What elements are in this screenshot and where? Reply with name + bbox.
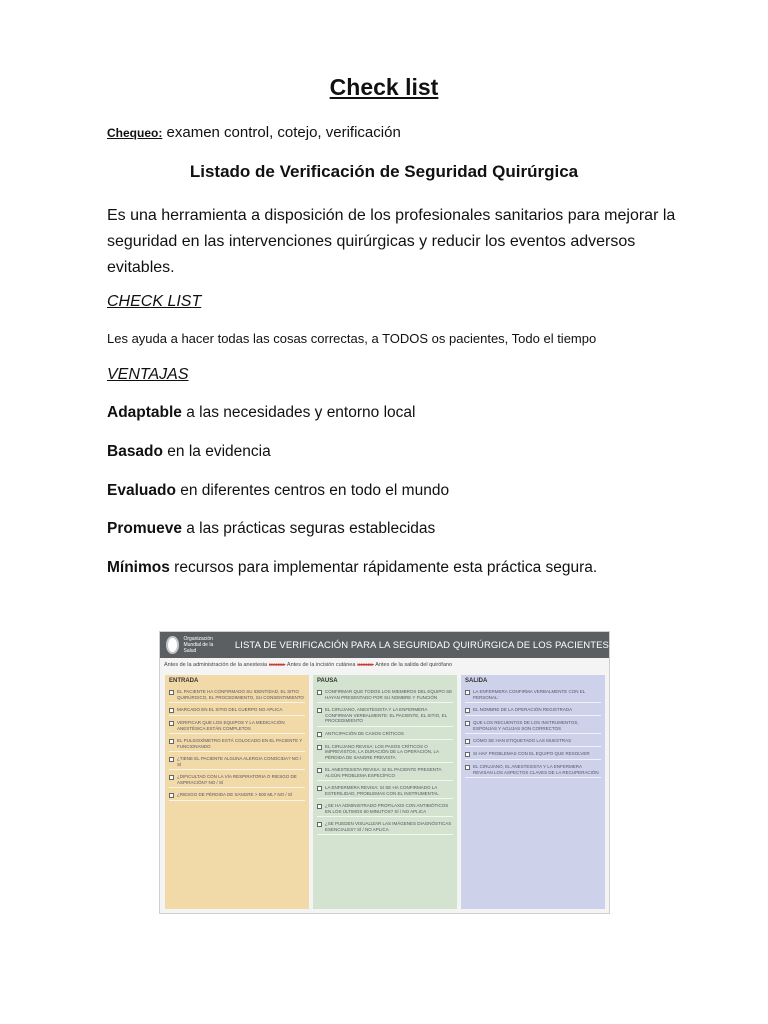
checklist-columns (165, 675, 605, 909)
ventaja-bold: Mínimos (107, 559, 170, 576)
ventaja-bold: Evaluado (107, 482, 176, 499)
checklist-item (465, 764, 601, 778)
checklist-item (465, 707, 601, 716)
checklist-item (317, 744, 453, 764)
checklist-item (317, 803, 453, 817)
checklist-item-text: QUE LOS RECUENTOS DE LOS INSTRUMENTOS, ESPONJAS Y AGUJAS SON CORRECTOS (473, 720, 579, 731)
checklist-item-text: ¿DIFICULTAD CON LA VÍA RESPIRATORIA O RIESGO DE ASPIRACIÓN? NO / SÍ (177, 774, 297, 785)
intro-paragraph: Es una herramienta a disposición de los profesionales sanitarios para mejorar la seguridad en las intervenciones quirúrgicas y reducir los eventos adversos evitables. (107, 207, 676, 276)
checkbox-icon (465, 690, 470, 695)
checklist-item (317, 707, 453, 727)
checklist-item (169, 689, 305, 703)
checkbox-icon (317, 786, 322, 791)
checkbox-icon (169, 775, 174, 780)
page-title: Check list (329, 74, 439, 100)
checkbox-icon (169, 690, 174, 695)
checklist-item-text: ¿SE HA ADMINISTRADO PROFILAXIS CON ANTIBIÓTICOS EN LOS ÚLTIMOS 60 MINUTOS? SÍ / NO APLICA (325, 803, 449, 814)
chequeo-label: Chequeo: (107, 126, 163, 140)
checklist-item-text: CÓMO SE HAN ETIQUETADO LAS MUESTRAS (473, 738, 572, 743)
checkbox-icon (317, 768, 322, 773)
checkbox-icon (317, 690, 322, 695)
column-heading: PAUSA (317, 678, 338, 684)
checklist-item-text: EL PACIENTE HA CONFIRMADO SU IDENTIDAD, EL SITIO QUIRÚRGICO, EL PROCEDIMIENTO, SU CONSENTIMIENTO (177, 689, 304, 700)
subtitle: Listado de Verificación de Seguridad Quirúrgica (189, 162, 579, 181)
arrow-right-icon: ▸▸▸▸▸▸▸▸▸ (269, 662, 285, 668)
chequeo-text: examen control, cotejo, verificación (162, 124, 401, 141)
ventaja-item (107, 443, 271, 461)
checklist-flow (160, 658, 609, 672)
checklist-item-text: ¿SE PUEDEN VISUALIZAR LAS IMÁGENES DIAGNÓSTICAS ESENCIALES? SÍ / NO APLICA (325, 821, 452, 832)
checklist-item (169, 720, 305, 734)
checklist-item (317, 821, 453, 835)
checklist-item-text: SI HAY PROBLEMAS CON EL EQUIPO QUE RESOLVER (473, 751, 590, 756)
checkbox-icon (169, 793, 174, 798)
ventaja-rest: a las prácticas seguras establecidas (181, 520, 436, 537)
checkbox-icon (465, 708, 470, 713)
checklist-item-text: ¿TIENE EL PACIENTE ALGUNA ALERGIA CONOCIDA? NO / SÍ (177, 756, 302, 767)
checklist-item-text: EL CIRUJANO, ANESTESISTA Y LA ENFERMERA CONFIRMAN VERBALMENTE: EL PACIENTE, EL SITIO, EL PROCEDIMIENTO (325, 707, 447, 723)
checklist-item-text: CONFIRMAR QUE TODOS LOS MIEMBROS DEL EQUIPO SE HAYAN PRESENTADO POR SU NOMBRE Y FUNCIÓN (325, 689, 453, 700)
column-heading: SALIDA (465, 678, 488, 684)
checklist-item-text: EL CIRUJANO, EL ANESTESISTA Y LA ENFERMERA REVISAN LOS ASPECTOS CLAVES DE LA RECUPERACIÓN (473, 764, 599, 775)
who-org-name: Organización Mundial de la Salud (183, 636, 214, 654)
checkbox-icon (465, 739, 470, 744)
checklist-item-text: EL NOMBRE DE LA OPERACIÓN REGISTRADA (473, 707, 573, 712)
ventaja-item (107, 404, 415, 422)
checklist-item (465, 751, 601, 760)
chequeo-line (107, 124, 401, 141)
check-list-heading: CHECK LIST (107, 293, 202, 310)
checklist-item-text: ANTICIPACIÓN DE CASOS CRÍTICOS (325, 730, 404, 736)
column-heading: ENTRADA (169, 678, 199, 684)
checkbox-icon (317, 822, 322, 827)
checkbox-icon (317, 732, 322, 737)
checkbox-icon (317, 745, 322, 750)
checkbox-icon (169, 708, 174, 713)
checkbox-icon (169, 739, 174, 744)
ventaja-rest: recursos para implementar rápidamente esta práctica segura. (169, 559, 598, 576)
column-pausa (313, 675, 457, 909)
checklist-item-text: ¿RIESGO DE PÉRDIDA DE SANGRE > 500 ML? NO / SÍ (177, 792, 293, 797)
flow-step: Antes de la incisión cutánea (286, 662, 356, 668)
flow-step: Antes de la salida del quirófano (375, 662, 453, 668)
checklist-header (160, 632, 609, 658)
checkbox-icon (465, 721, 470, 726)
checklist-item-text: LA ENFERMERA REVISA: SI SE HA CONFIRMADO LA ESTERILIDAD, PROBLEMAS CON EL INSTRUMENTAL (325, 785, 439, 796)
checklist-item (317, 731, 453, 740)
checklist-item (465, 720, 601, 734)
flow-step: Antes de la administración de la anestesia (164, 662, 268, 668)
column-entrada (165, 675, 309, 909)
checklist-item-text: MARCADO EN EL SITIO DEL CUERPO NO APLICA (177, 707, 283, 712)
checkbox-icon (317, 708, 322, 713)
arrow-right-icon: ▸▸▸▸▸▸▸▸▸ (357, 662, 374, 668)
checklist-item (169, 738, 305, 752)
checkbox-icon (465, 765, 470, 770)
ventaja-rest: a las necesidades y entorno local (181, 404, 416, 421)
ventajas-heading: VENTAJAS (107, 366, 189, 383)
checklist-item (169, 707, 305, 716)
column-salida (461, 675, 605, 909)
check-list-text: Les ayuda a hacer todas las cosas correctas, a TODOS os pacientes, Todo el tiempo (107, 331, 597, 346)
checklist-title: LISTA DE VERIFICACIÓN PARA LA SEGURIDAD QUIRÚRGICA DE LOS PACIENTES (234, 639, 609, 651)
checklist-item-text: EL CIRUJANO REVISA: LOS PASOS CRÍTICOS O IMPREVISTOS, LA DURACIÓN DE LA OPERACIÓN, LA PÉRDIDA DE SANGRE PREVISTA (325, 743, 439, 760)
checklist-item (169, 756, 305, 770)
ventaja-item (107, 520, 435, 538)
surgical-checklist-figure (159, 631, 610, 914)
checklist-item (465, 738, 601, 747)
checklist-item-text: EL PULSIOXÍMETRO ESTÁ COLOCADO EN EL PACIENTE Y FUNCIONANDO (177, 738, 303, 749)
checklist-item-text: EL ANESTESISTA REVISA: SI EL PACIENTE PRESENTA ALGÚN PROBLEMA ESPECÍFICO (325, 767, 442, 778)
ventaja-bold: Adaptable (107, 404, 182, 421)
checklist-item (317, 689, 453, 703)
ventaja-item (107, 559, 597, 577)
checkbox-icon (169, 757, 174, 762)
ventaja-rest: en diferentes centros en todo el mundo (175, 482, 450, 499)
checkbox-icon (465, 752, 470, 757)
checklist-item (169, 792, 305, 801)
ventaja-rest: en la evidencia (163, 443, 271, 460)
checklist-item (465, 689, 601, 703)
who-globe-icon (166, 636, 179, 654)
checkbox-icon (317, 804, 322, 809)
checklist-item (169, 774, 305, 788)
checklist-item (317, 767, 453, 781)
checklist-item (317, 785, 453, 799)
checklist-item-text: LA ENFERMERA CONFIRMA VERBALMENTE CON EL PERSONAL: (473, 689, 586, 700)
ventaja-bold: Promueve (107, 520, 182, 537)
checklist-item-text: VERIFICAR QUE LOS EQUIPOS Y LA MEDICACIÓN ANESTÉSICA ESTÁN COMPLETOS (177, 720, 285, 731)
ventaja-bold: Basado (107, 443, 163, 460)
ventaja-item (107, 482, 449, 500)
checkbox-icon (169, 721, 174, 726)
